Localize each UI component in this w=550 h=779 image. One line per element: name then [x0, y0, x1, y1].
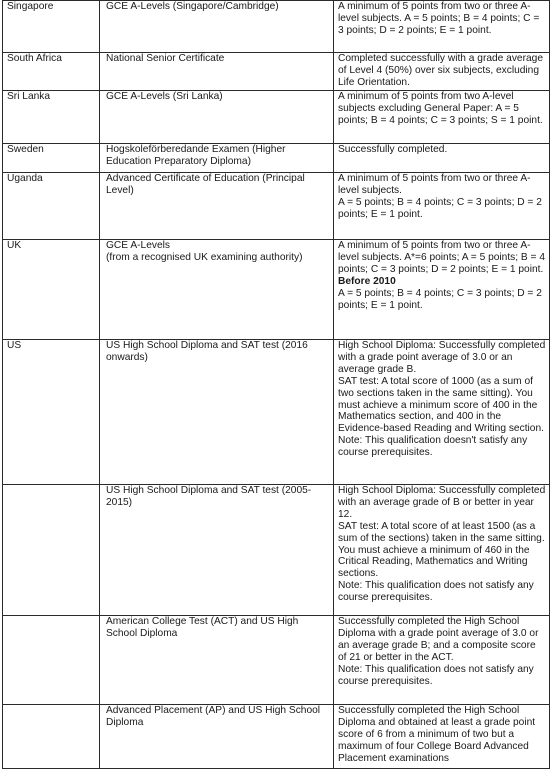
qualification-text: GCE A-Levels — [106, 240, 170, 251]
requirement-cell: Successfully completed. — [334, 144, 550, 173]
qualification-cell — [100, 240, 334, 340]
requirement-cell — [334, 340, 550, 485]
country-cell: Singapore — [3, 1, 100, 53]
table-row — [3, 240, 550, 340]
requirement-text: A minimum of 5 points from two or three A-level subjects. — [338, 173, 531, 196]
qualification-cell: US High School Diploma and SAT test (2005-2015) — [100, 485, 334, 616]
requirement-text: SAT test: A total score of at least 1500 (as a sum of the sections) taken in the same sitting. You must achieve a minimum of 460 in the Critical Reading, Mathematics and Writing sections. — [338, 520, 545, 580]
requirement-text: A = 5 points; B = 4 points; C = 3 points; D = 2 points; E = 1 point. — [338, 287, 542, 311]
country-cell: South Africa — [3, 53, 100, 91]
requirement-cell — [334, 485, 550, 616]
table-row — [3, 173, 550, 240]
requirement-text: SAT test: A total score of 1000 (as a sum of two sections taken in the same sitting). You must achieve a minimum score of 400 in the Mathematics section, and 400 in the Evidence-based Reading and Writing section. — [338, 375, 544, 435]
table-row — [3, 616, 550, 705]
requirement-cell — [334, 705, 550, 769]
table-row — [3, 705, 550, 769]
country-cell — [3, 705, 100, 769]
qualification-cell: Advanced Placement (AP) and US High School Diploma — [100, 705, 334, 769]
qualification-cell: Hogskoleförberedande Examen (Higher Education Preparatory Diploma) — [100, 144, 334, 173]
requirement-text: High School Diploma: Successfully completed with a grade point average of 3.0 or an average grade B. — [338, 340, 546, 375]
requirement-cell — [334, 173, 550, 240]
qualification-cell: American College Test (ACT) and US High School Diploma — [100, 616, 334, 705]
country-cell — [3, 616, 100, 705]
country-cell: Sri Lanka — [3, 91, 100, 144]
entry-requirements-table — [2, 0, 550, 769]
requirement-text: High School Diploma: Successfully completed with an average grade of B or better in year 12. — [338, 485, 546, 520]
requirement-cell: Completed successfully with a grade average of Level 4 (50%) over six subjects, excluding Life Orientation. — [334, 53, 550, 91]
table-row — [3, 340, 550, 485]
qualification-text: (from a recognised UK examining authority) — [106, 251, 303, 263]
requirement-text: Note: This qualification does not satisfy any course prerequisites. — [338, 580, 534, 604]
table-row — [3, 53, 550, 91]
requirement-cell — [334, 240, 550, 340]
table-row — [3, 91, 550, 144]
country-cell: US — [3, 340, 100, 485]
qualification-cell: US High School Diploma and SAT test (2016 onwards) — [100, 340, 334, 485]
country-cell: Sweden — [3, 144, 100, 173]
requirement-cell — [334, 616, 550, 705]
requirement-cell: A minimum of 5 points from two A-level subjects excluding General Paper: A = 5 points; B = 4 points; C = 3 points; S = 1 point. — [334, 91, 550, 144]
table-row — [3, 144, 550, 173]
qualification-cell: National Senior Certificate — [100, 53, 334, 91]
country-cell: UK — [3, 240, 100, 340]
requirement-text: Successfully completed the High School Diploma with a grade point average of 3.0 or an average grade B; and a composite score of 21 or better in the ACT. — [338, 616, 539, 663]
requirement-text: Successfully completed the High School Diploma and obtained at least a grade point score of 6 from a minimum of two but a maximum of four College Board Advanced Placement examinations — [338, 705, 536, 764]
requirement-text: A minimum of 5 points from two or three A-level subjects. A*=6 points; A = 5 points; B = 4 points; C = 3 points; D = 2 points; E = 1 point. — [338, 240, 545, 275]
qualification-cell: GCE A-Levels (Singapore/Cambridge) — [100, 1, 334, 53]
qualification-cell: GCE A-Levels (Sri Lanka) — [100, 91, 334, 144]
requirement-heading: Before 2010 — [338, 275, 396, 287]
table-row — [3, 1, 550, 53]
country-cell — [3, 485, 100, 616]
requirement-text: Note: This qualification doesn't satisfy any course prerequisites. — [338, 435, 528, 459]
requirement-cell: A minimum of 5 points from two or three A-level subjects. A = 5 points; B = 4 points; C = 3 points; D = 2 points; E = 1 point. — [334, 1, 550, 53]
requirement-text: A = 5 points; B = 4 points; C = 3 points; D = 2 points; E = 1 point. — [338, 196, 542, 220]
table-row — [3, 485, 550, 616]
country-cell: Uganda — [3, 173, 100, 240]
requirement-text: Note: This qualification does not satisfy any course prerequisites. — [338, 663, 534, 687]
qualification-cell: Advanced Certificate of Education (Principal Level) — [100, 173, 334, 240]
